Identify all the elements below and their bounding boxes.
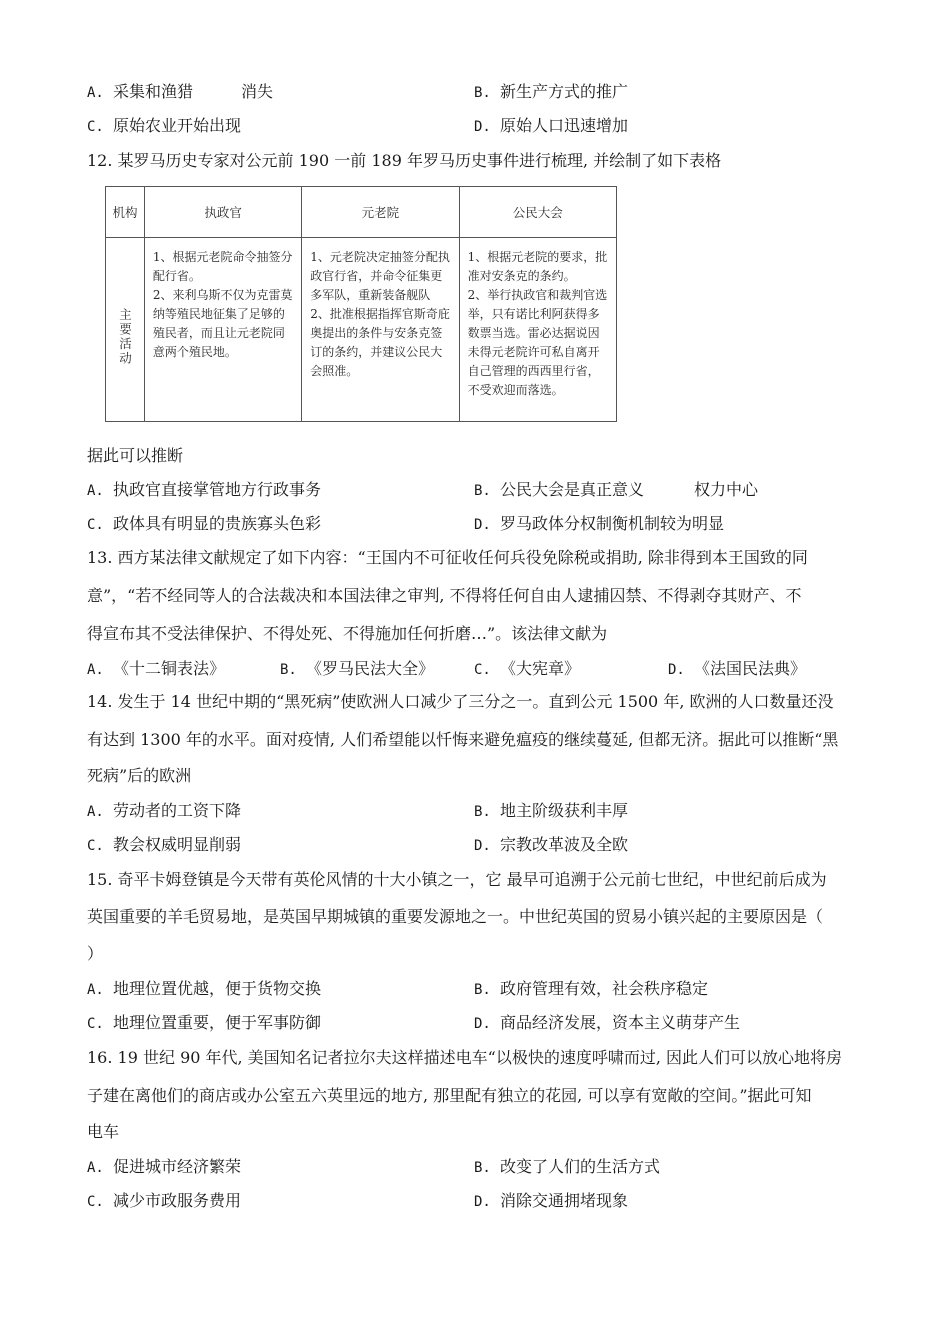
option-label: B. (474, 1160, 491, 1176)
option-text: 政体具有明显的贵族寡头色彩 (113, 514, 322, 533)
option-label: A. (87, 483, 104, 499)
cell-senate: 1、元老院决定抽签分配执政官行省，并命令征集更多军队，重新装备舰队 2、批准根据指挥官斯奇庇奥提出的条件与安条克签订的条约，并建议公民大会照准。 (310, 250, 450, 378)
option-label: C. (87, 119, 104, 135)
q16-option-a[interactable] (87, 1157, 241, 1178)
q11-option-b[interactable] (474, 82, 628, 103)
q14-stem-line-3: 死病”后的欧洲 (87, 766, 192, 785)
q16-option-c[interactable] (87, 1191, 241, 1212)
q14-stem-line-1: 14. 发生于 14 世纪中期的“黑死病”使欧洲人口减少了三分之一。直到公元 1500 年, 欧洲的人口数量还没 (87, 692, 834, 711)
q13-option-b[interactable] (280, 659, 434, 680)
q13-option-d[interactable] (668, 659, 806, 680)
option-label: D. (474, 517, 491, 533)
option-text: 原始人口迅速增加 (500, 116, 629, 135)
q12-stem: 12. 某罗马历史专家对公元前 190 一前 189 年罗马历史事件进行梳理, 并绘制了如下表格 (87, 151, 722, 170)
q15-option-d[interactable] (474, 1013, 740, 1034)
option-text: 商品经济发展，资本主义萌芽产生 (500, 1013, 741, 1032)
option-label: A. (87, 85, 104, 101)
option-text: 减少市政服务费用 (113, 1191, 242, 1210)
option-label: A. (87, 804, 104, 820)
option-text: 新生产方式的推广 (500, 82, 629, 101)
option-text: 《罗马民法大全》 (306, 659, 435, 678)
q16-stem-line-3: 电车 (87, 1122, 120, 1141)
option-label: C. (87, 517, 104, 533)
option-text: 《大宪章》 (500, 659, 581, 678)
cell-consul: 1、根据元老院命令抽签分配行省。 2、来利乌斯不仅为克雷莫纳等殖民地征集了足够的殖民者，而且让元老院同意两个殖民地。 (152, 250, 293, 359)
q11-option-c[interactable] (87, 116, 241, 137)
option-label: A. (87, 662, 104, 678)
option-text: 《十二铜表法》 (113, 659, 226, 678)
q14-option-b[interactable] (474, 801, 628, 822)
q15-option-c[interactable] (87, 1013, 321, 1034)
option-text: 执政官直接掌管地方行政事务 (113, 480, 322, 499)
q12-prompt: 据此可以推断 (87, 446, 184, 465)
option-text: 原始农业开始出现 (113, 116, 242, 135)
option-text: 《法国民法典》 (694, 659, 807, 678)
option-label: C. (87, 1194, 104, 1210)
option-text: 地理位置重要，便于军事防御 (113, 1013, 322, 1032)
option-text-tail: 权力中心 (694, 480, 759, 499)
table-cell (459, 238, 616, 422)
q13-stem-line-1: 13. 西方某法律文献规定了如下内容：“王国内不可征收任何兵役免除税或捐助, 除非得到本王国致的同 (87, 548, 808, 567)
q15-option-a[interactable] (87, 979, 321, 1000)
q15-option-b[interactable] (474, 979, 708, 1000)
q13-stem-line-3: 得宣布其不受法律保护、不得处死、不得施加任何折磨…”。该法律文献为 (87, 624, 608, 643)
option-text-tail: 消失 (241, 82, 274, 101)
q12-option-c[interactable] (87, 514, 321, 535)
q14-option-d[interactable] (474, 835, 628, 856)
option-text: 采集和渔猎 (113, 82, 194, 101)
option-text: 公民大会是真正意义 (500, 480, 645, 499)
q16-stem-line-2: 子建在离他们的商店或办公室五六英里远的地方, 那里配有独立的花园, 可以享有宽敞的空间。”据此可知 (87, 1086, 812, 1105)
option-text: 政府管理有效，社会秩序稳定 (500, 979, 709, 998)
option-text: 地理位置优越，便于货物交换 (113, 979, 322, 998)
q11-option-d[interactable] (474, 116, 628, 137)
table-header: 公民大会 (459, 187, 616, 238)
row-label: 主要活动 (117, 308, 133, 366)
option-label: B. (474, 85, 491, 101)
q13-option-c[interactable] (474, 659, 580, 680)
option-label: A. (87, 1160, 104, 1176)
q16-stem-line-1: 16. 19 世纪 90 年代, 美国知名记者拉尔夫这样描述电车“以极快的速度呼啸而过, 因此人们可以放心地将房 (87, 1048, 843, 1067)
option-text: 促进城市经济繁荣 (113, 1157, 242, 1176)
option-text: 地主阶级获利丰厚 (500, 801, 629, 820)
cell-assembly: 1、根据元老院的要求，批准对安条克的条约。 2、举行执政官和裁判官选举，只有诺比利阿获得多数票当选。雷必达据说因未得元老院许可私自离开自己管理的西西里行省，不受欢迎而落选。 (467, 250, 608, 397)
q12-option-a[interactable] (87, 480, 321, 501)
option-label: C. (87, 838, 104, 854)
option-label: D. (474, 1194, 491, 1210)
option-label: A. (87, 982, 104, 998)
q14-option-a[interactable] (87, 801, 241, 822)
table-header: 机构 (106, 187, 145, 238)
q13-option-a[interactable] (87, 659, 225, 680)
table-header: 执政官 (144, 187, 301, 238)
option-text: 改变了人们的生活方式 (500, 1157, 661, 1176)
q15-stem-line-1: 15. 奇平卡姆登镇是今天带有英伦风情的十大小镇之一，它 最早可追溯于公元前七世纪，中世纪前后成为 (87, 870, 827, 889)
q11-option-a[interactable] (87, 82, 273, 103)
option-label: B. (474, 804, 491, 820)
q14-stem-line-2: 有达到 1300 年的水平。面对疫情, 人们希望能以忏悔来避免瘟疫的继续蔓延, 但都无济。据此可以推断“黑 (87, 730, 839, 749)
option-text: 消除交通拥堵现象 (500, 1191, 629, 1210)
table-row-label-cell (106, 238, 145, 422)
option-label: C. (87, 1016, 104, 1032)
option-text: 教会权威明显削弱 (113, 835, 242, 854)
option-text: 罗马政体分权制衡机制较为明显 (500, 514, 725, 533)
q12-option-d[interactable] (474, 514, 724, 535)
option-text: 劳动者的工资下降 (113, 801, 242, 820)
q14-option-c[interactable] (87, 835, 241, 856)
q15-stem-line-2: 英国重要的羊毛贸易地，是英国早期城镇的重要发源地之一。中世纪英国的贸易小镇兴起的主要原因是（ (87, 907, 824, 926)
option-text: 宗教改革波及全欧 (500, 835, 629, 854)
table-cell (302, 238, 459, 422)
option-label: D. (668, 662, 685, 678)
option-label: D. (474, 119, 491, 135)
option-label: D. (474, 838, 491, 854)
option-label: B. (280, 662, 297, 678)
option-label: B. (474, 483, 491, 499)
table-header: 元老院 (302, 187, 459, 238)
q16-option-d[interactable] (474, 1191, 628, 1212)
option-label: C. (474, 662, 491, 678)
q15-stem-line-3: ） (87, 944, 104, 963)
option-label: D. (474, 1016, 491, 1032)
q16-option-b[interactable] (474, 1157, 660, 1178)
q12-option-b[interactable] (474, 480, 758, 501)
roman-history-table (105, 186, 617, 422)
q13-stem-line-2: 意”，“若不经同等人的合法裁决和本国法律之审判, 不得将任何自由人逮捕囚禁、不得剥夺其财产、不 (87, 586, 802, 605)
table-cell (144, 238, 301, 422)
option-label: B. (474, 982, 491, 998)
